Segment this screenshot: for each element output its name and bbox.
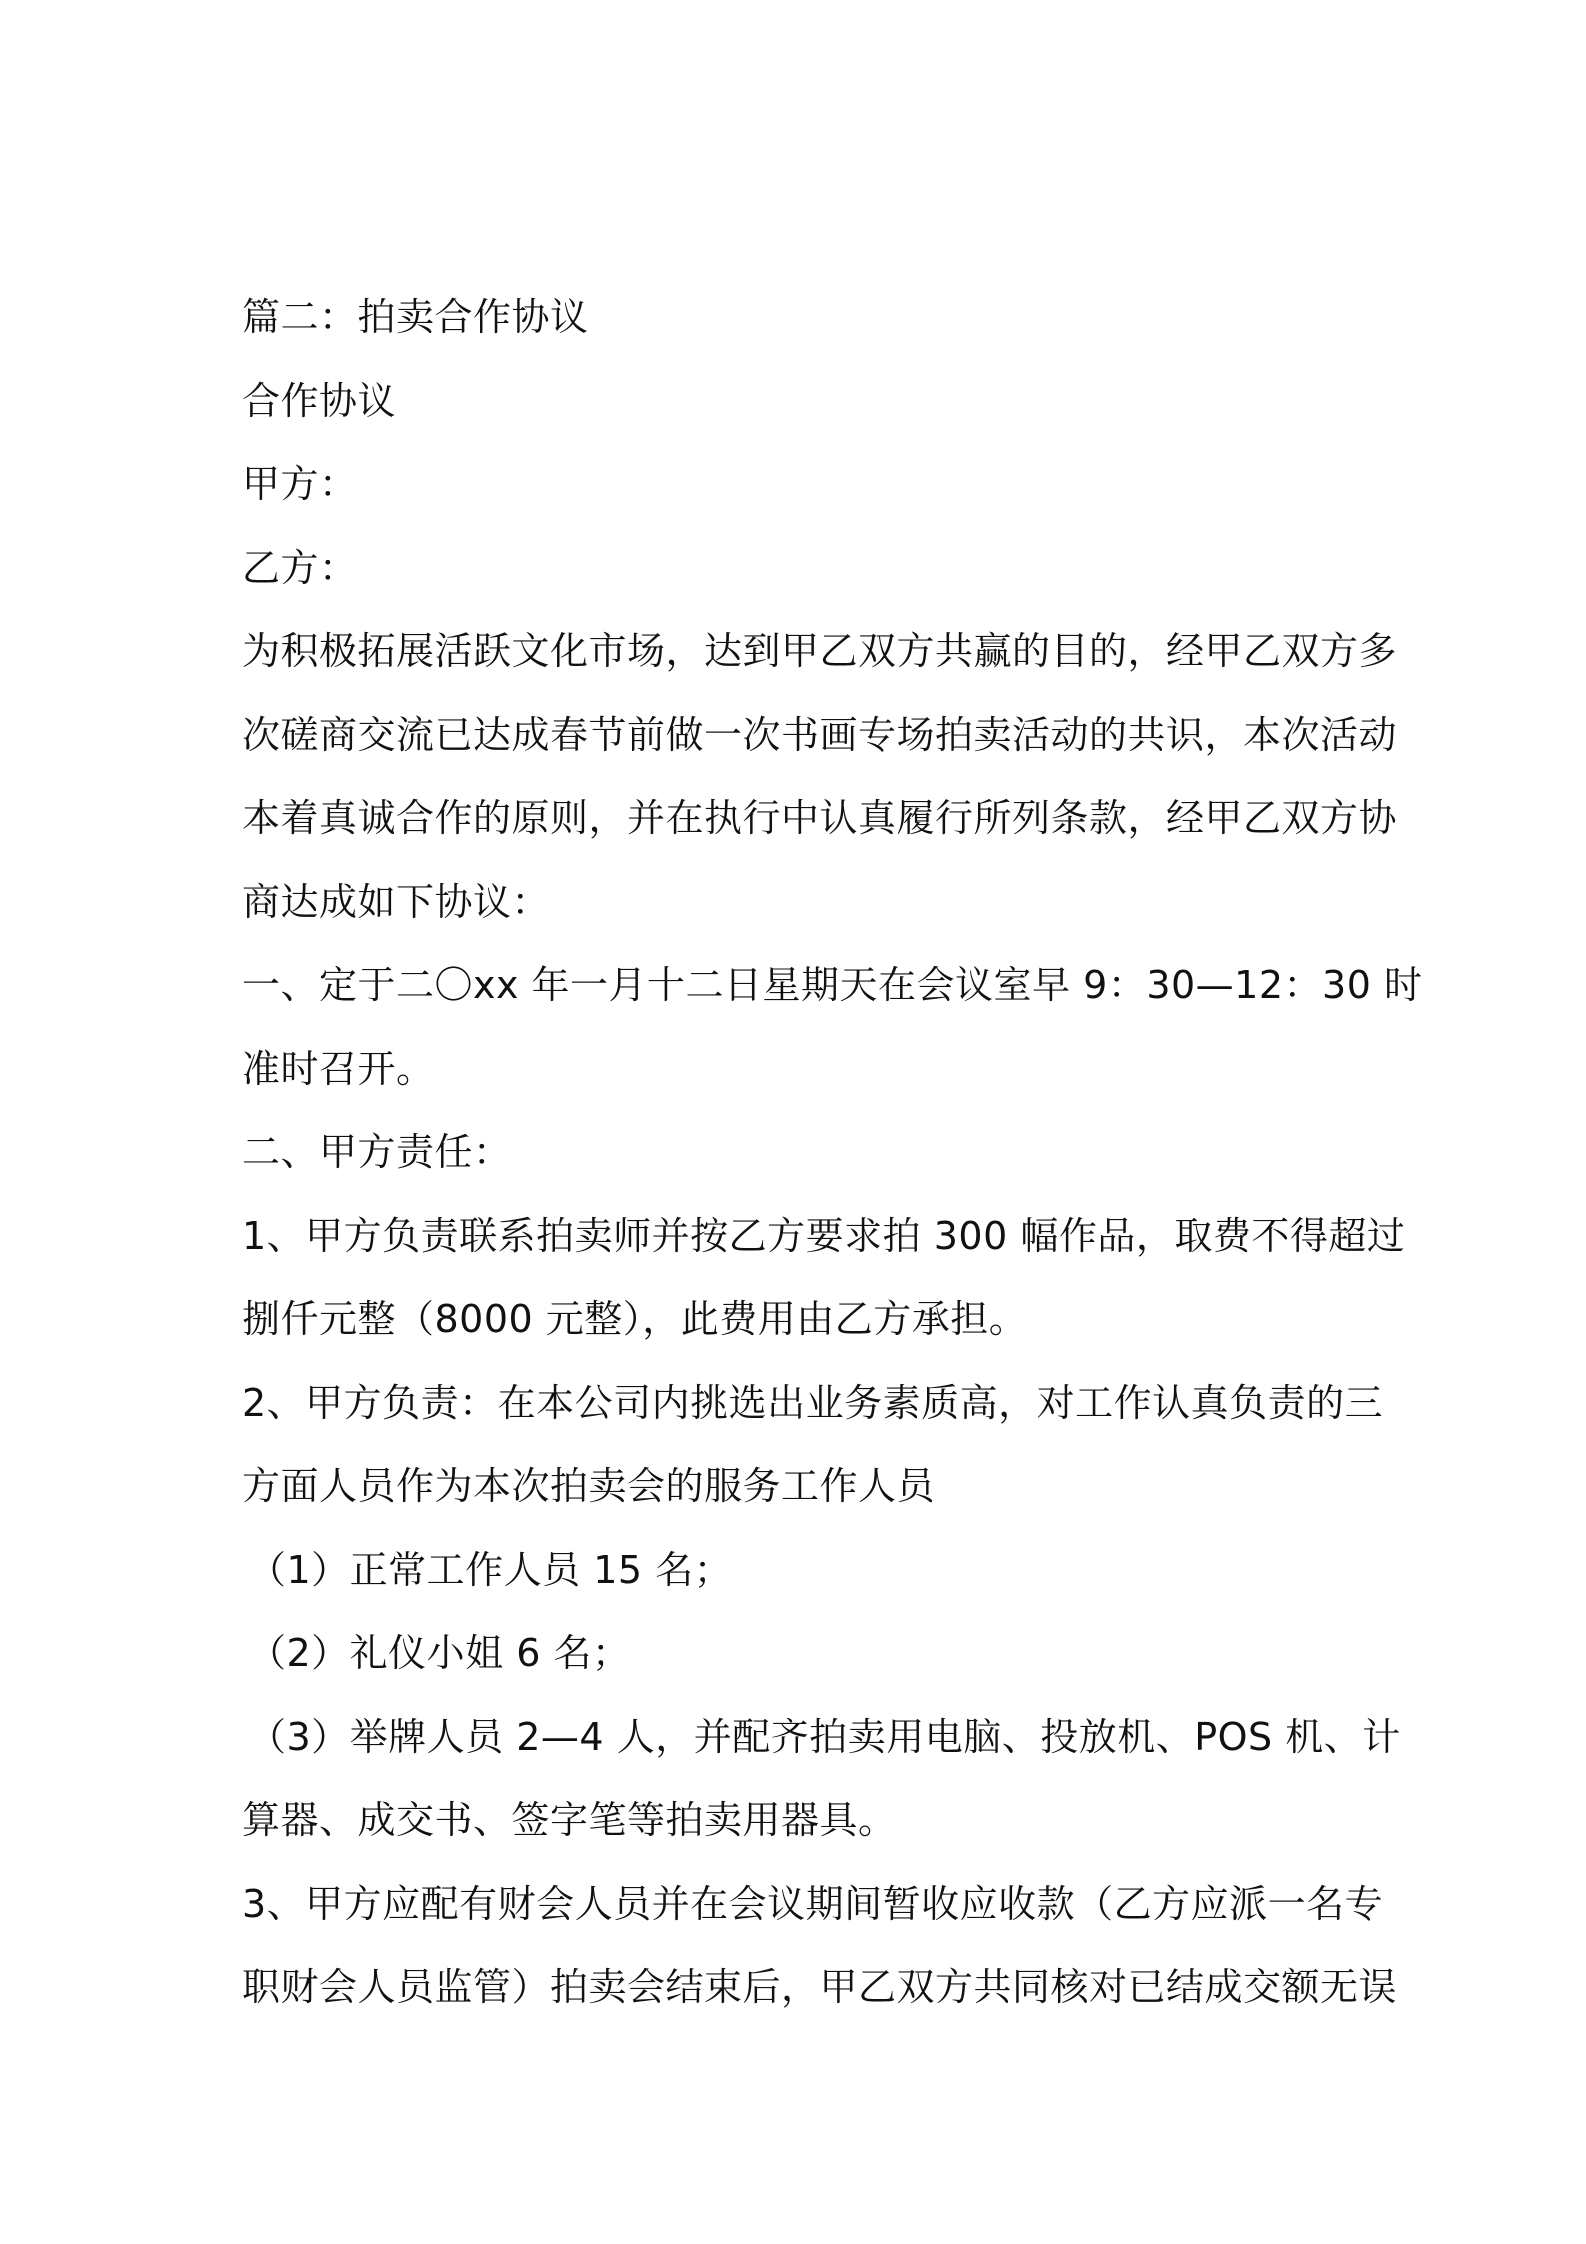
agreement-title: 合作协议 (242, 378, 397, 423)
preamble-line-3: 本着真诚合作的原则，并在执行中认真履行所列条款，经甲乙双方协 (242, 796, 1398, 840)
sub-item-2: （2）礼仪小姐 6 名； (248, 1631, 631, 1675)
clause-2-heading: 二、甲方责任： (242, 1130, 512, 1174)
clause-1-line-2: 准时召开。 (242, 1046, 435, 1091)
item-3-line-1: 3、甲方应配有财会人员并在会议期间暂收应收款（乙方应派一名专 (242, 1881, 1384, 1926)
item-1-line-2: 捌仟元整（8000 元整），此费用由乙方承担。 (242, 1297, 1028, 1341)
preamble-line-1: 为积极拓展活跃文化市场，达到甲乙双方共赢的目的，经甲乙双方多 (242, 629, 1398, 673)
sub-item-3-line-2: 算器、成交书、签字笔等拍卖用器具。 (242, 1798, 897, 1842)
party-b-label: 乙方： (242, 545, 358, 590)
preamble-line-2: 次磋商交流已达成春节前做一次书画专场拍卖活动的共识，本次活动 (242, 712, 1398, 757)
clause-1-line-1: 一、定于二〇xx 年一月十二日星期天在会议室早 9：30—12：30 时 (242, 963, 1423, 1007)
party-a-label: 甲方： (242, 462, 358, 506)
document-body (242, 276, 1423, 2030)
item-2-line-2: 方面人员作为本次拍卖会的服务工作人员 (242, 1464, 936, 1508)
item-3-line-2: 职财会人员监管）拍卖会结束后，甲乙双方共同核对已结成交额无误 (242, 1965, 1398, 2009)
preamble-line-4: 商达成如下协议： (242, 879, 551, 924)
section-title: 篇二：拍卖合作协议 (242, 295, 589, 339)
sub-item-3-line-1: （3）举牌人员 2—4 人，并配齐拍卖用电脑、投放机、POS 机、计 (248, 1714, 1401, 1759)
sub-item-1: （1）正常工作人员 15 名； (248, 1547, 733, 1592)
item-2-line-1: 2、甲方负责：在本公司内挑选出业务素质高，对工作认真负责的三 (242, 1380, 1384, 1425)
item-1-line-1: 1、甲方负责联系拍卖师并按乙方要求拍 300 幅作品，取费不得超过 (242, 1213, 1406, 1258)
